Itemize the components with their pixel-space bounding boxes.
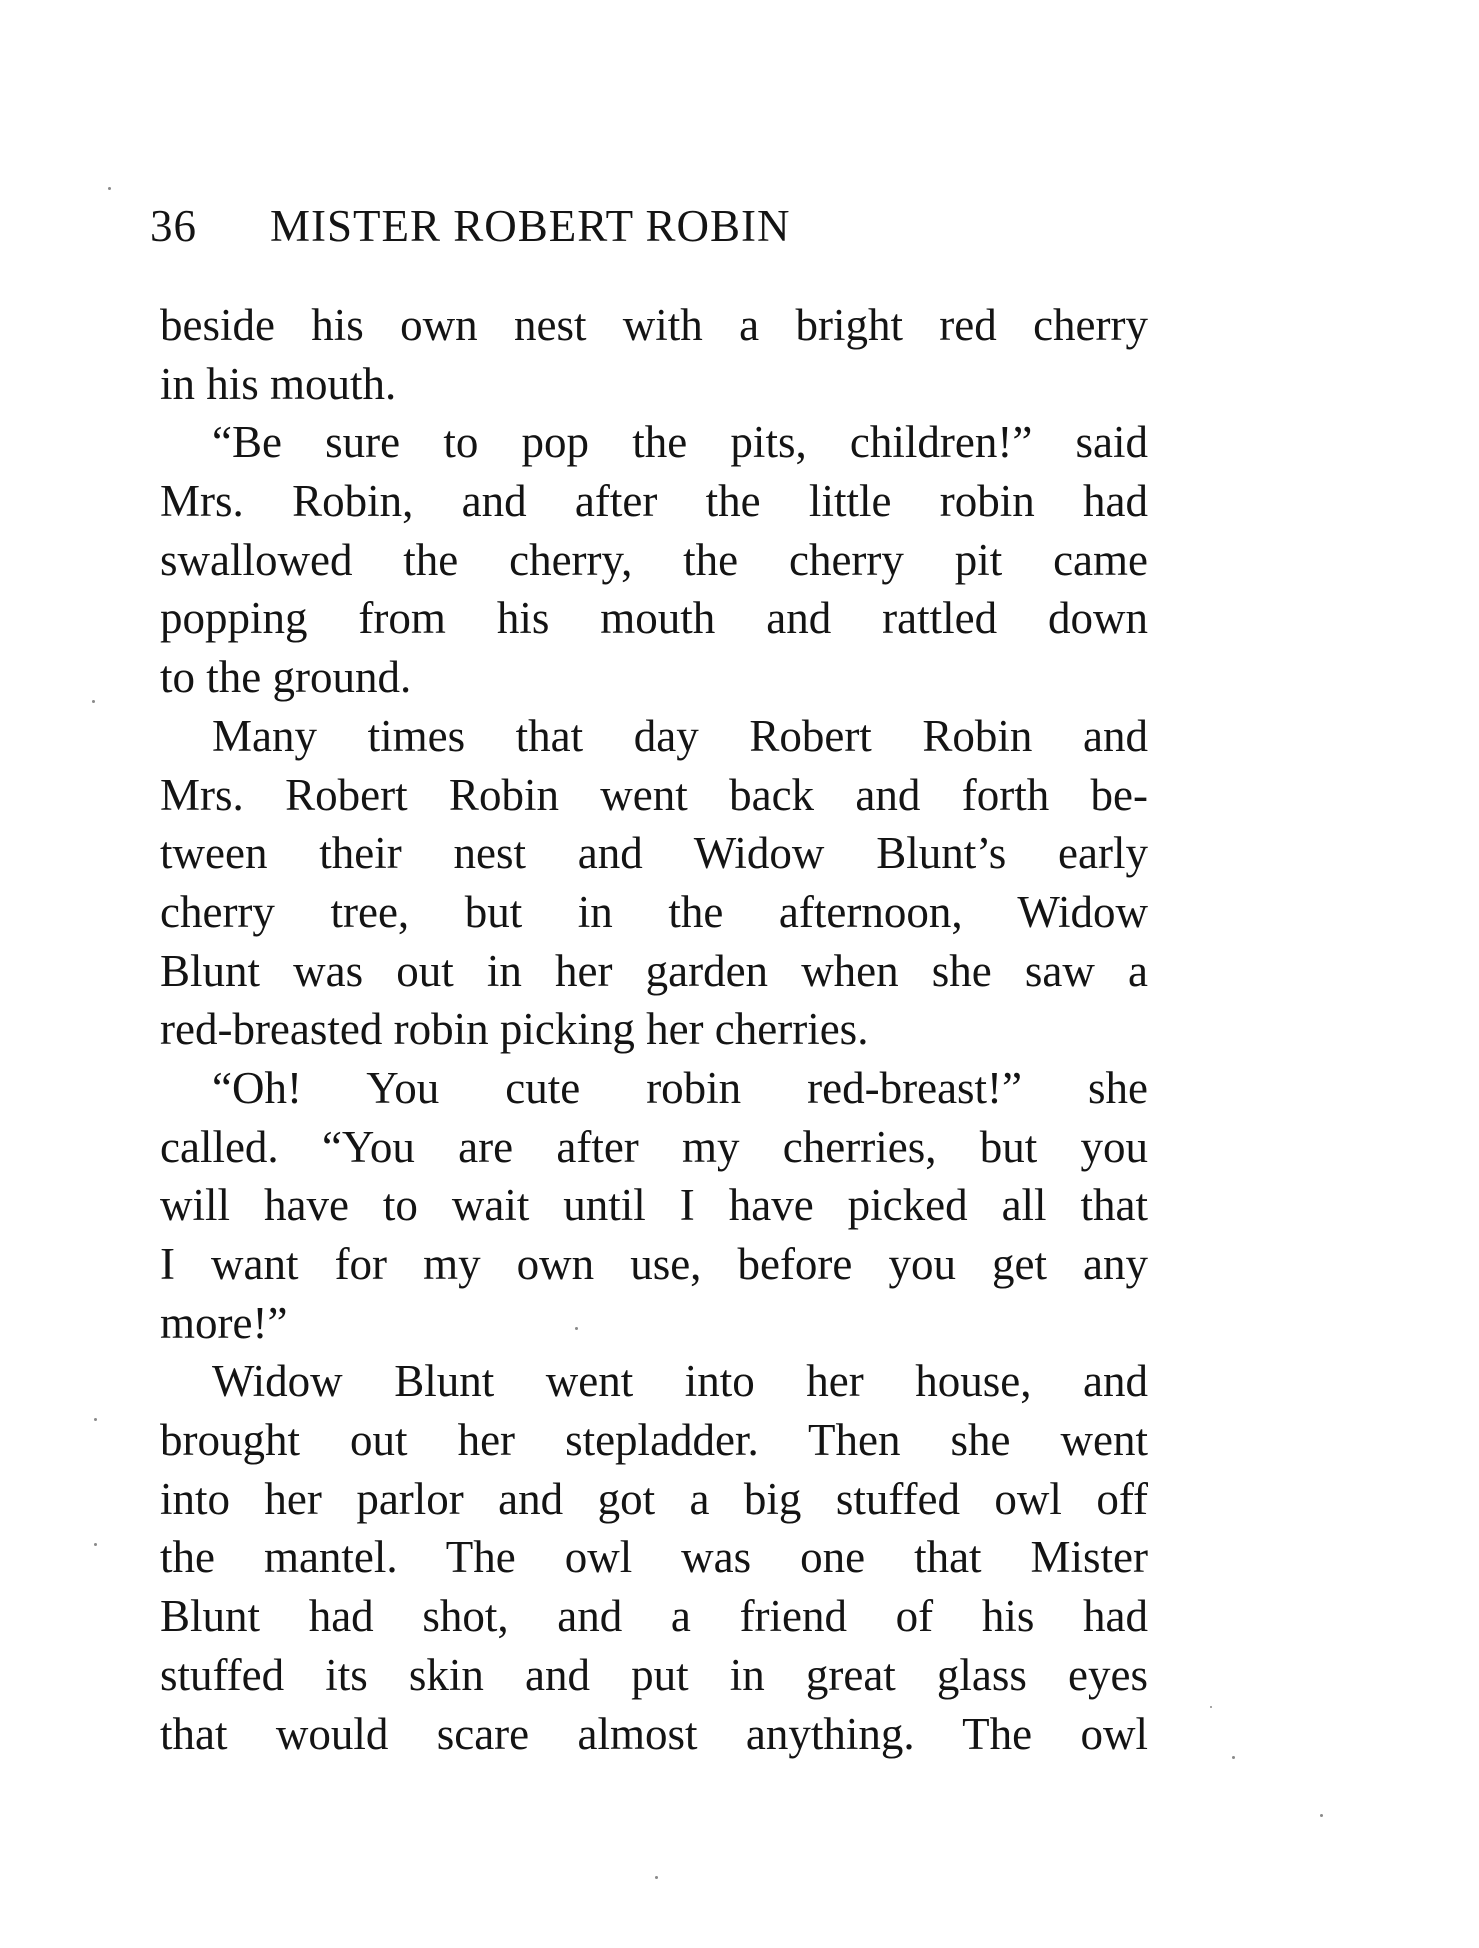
paper-speck: [655, 1876, 658, 1879]
running-head: [150, 196, 1010, 256]
text-line: Blunt was out in her garden when she saw a: [160, 945, 1148, 996]
text-line: to the ground.: [160, 652, 412, 703]
text-line: into her parlor and got a big stuffed owl off: [160, 1473, 1148, 1524]
paper-speck: [94, 1418, 97, 1421]
text-line: Many times that day Robert Robin and: [212, 710, 1148, 761]
text-line: called. “You are after my cherries, but you: [160, 1121, 1148, 1172]
text-line: the mantel. The owl was one that Mister: [160, 1532, 1148, 1583]
text-line: Mrs. Robin, and after the little robin had: [160, 476, 1148, 527]
text-line: “Oh! You cute robin red-breast!” she: [212, 1062, 1148, 1113]
text-line: “Be sure to pop the pits, children!” said: [212, 417, 1148, 468]
text-line: brought out her stepladder. Then she went: [160, 1415, 1148, 1466]
text-line: will have to wait until I have picked all that: [160, 1180, 1148, 1231]
text-line: that would scare almost anything. The owl: [160, 1708, 1148, 1759]
text-line: tween their nest and Widow Blunt’s early: [160, 828, 1148, 879]
text-line: more!”: [160, 1297, 288, 1348]
paper-speck: [1232, 1756, 1235, 1759]
paper-speck: [575, 1327, 578, 1330]
paper-speck: [1210, 1706, 1212, 1708]
text-line: Blunt had shot, and a friend of his had: [160, 1591, 1148, 1642]
text-line: in his mouth.: [160, 358, 397, 409]
text-line: beside his own nest with a bright red cherry: [160, 300, 1148, 350]
text-line: stuffed its skin and put in great glass eyes: [160, 1649, 1148, 1700]
paper-speck: [92, 700, 95, 703]
text-line: popping from his mouth and rattled down: [160, 593, 1148, 644]
page-number: 36: [150, 201, 197, 251]
book-title: MISTER ROBERT ROBIN: [270, 201, 791, 251]
text-line: Mrs. Robert Robin went back and forth be-: [160, 769, 1148, 820]
text-line: red-breasted robin picking her cherries.: [160, 1004, 869, 1055]
text-line: Widow Blunt went into her house, and: [212, 1356, 1148, 1407]
body-text: [160, 296, 1148, 1763]
text-line: I want for my own use, before you get any: [160, 1239, 1148, 1289]
paper-speck: [94, 1543, 97, 1546]
paper-speck: [108, 187, 111, 190]
paper-speck: [1320, 1814, 1323, 1817]
text-line: cherry tree, but in the afternoon, Widow: [160, 886, 1148, 937]
text-line: swallowed the cherry, the cherry pit came: [160, 534, 1148, 585]
